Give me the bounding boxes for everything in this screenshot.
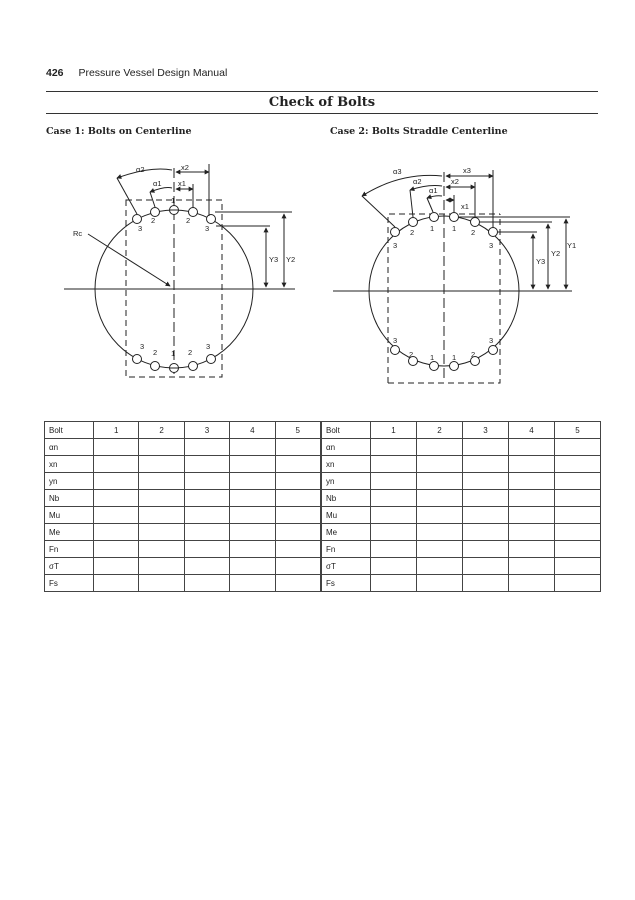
table-row xyxy=(322,558,601,575)
case1-bolt-number: 2 xyxy=(151,216,156,225)
row-label: Mu xyxy=(322,507,371,524)
case1-bolt xyxy=(151,362,160,371)
case2-alpha2-leader xyxy=(410,190,413,217)
table-header-cell: 5 xyxy=(555,422,601,439)
table-row xyxy=(45,524,321,541)
case2-bolt xyxy=(409,218,418,227)
case2-bolt xyxy=(391,228,400,237)
table-header-cell: 1 xyxy=(371,422,417,439)
case2-bolt-number: 2 xyxy=(409,350,414,359)
case1-bolt-number: 1 xyxy=(171,349,176,358)
case2-bolt-number: 3 xyxy=(489,336,494,345)
table-header-cell: 2 xyxy=(139,422,184,439)
case1-bolt-number: 3 xyxy=(205,224,210,233)
case1-bolt-number: 2 xyxy=(186,216,191,225)
case1-bolt-number: 3 xyxy=(206,342,211,351)
row-label: σT xyxy=(322,558,371,575)
table-header-cell: 3 xyxy=(463,422,509,439)
case2-bolt xyxy=(471,218,480,227)
table-row xyxy=(322,490,601,507)
table-header-row xyxy=(45,422,321,439)
row-label: Fn xyxy=(322,541,371,558)
table-row xyxy=(45,490,321,507)
row-label: Me xyxy=(322,524,371,541)
case1-bolt-table xyxy=(44,421,321,592)
row-label: Fs xyxy=(45,575,94,592)
row-label: σT xyxy=(45,558,94,575)
case1-bolt-number: 3 xyxy=(138,224,143,233)
case2-bolt-table xyxy=(321,421,601,592)
case2-labels xyxy=(393,166,576,362)
page-title: Check of Bolts xyxy=(268,95,376,110)
case2-bolt-number: 1 xyxy=(430,353,435,362)
table-row xyxy=(322,541,601,558)
row-label: xn xyxy=(322,456,371,473)
case1-bolt-number: 2 xyxy=(153,348,158,357)
case2-alpha3-leader xyxy=(362,196,395,227)
case1-bolt-number: 2 xyxy=(188,348,193,357)
case2-bolt xyxy=(391,346,400,355)
case1-bolt xyxy=(133,355,142,364)
case2-title: Case 2: Bolts Straddle Centerline xyxy=(330,126,508,137)
case2-bolt xyxy=(489,346,498,355)
bolt-diagrams xyxy=(0,0,635,420)
row-label: Fn xyxy=(45,541,94,558)
case2-y3-label: Y3 xyxy=(536,257,546,266)
table-row xyxy=(322,473,601,490)
case2-alpha3-label: α3 xyxy=(393,167,402,176)
case2-diagram xyxy=(333,170,572,383)
case2-bolt-number: 3 xyxy=(393,336,398,345)
case2-bolt-number: 2 xyxy=(471,228,476,237)
table-row xyxy=(322,575,601,592)
case2-bolt-number: 1 xyxy=(452,353,457,362)
case2-y2-label: Y2 xyxy=(551,249,561,258)
row-label: Mu xyxy=(45,507,94,524)
row-label: Fs xyxy=(322,575,371,592)
case1-bolt xyxy=(207,215,216,224)
book-title: Pressure Vessel Design Manual xyxy=(78,67,228,79)
table-row xyxy=(45,507,321,524)
case2-alpha1-leader xyxy=(427,198,433,212)
case1-alpha1-label: α1 xyxy=(153,179,162,188)
table-row xyxy=(322,507,601,524)
table-header-cell: 4 xyxy=(230,422,275,439)
case2-bolt xyxy=(450,213,459,222)
case2-alpha2-label: α2 xyxy=(413,177,422,186)
case2-bolt xyxy=(450,362,459,371)
case2-bolt xyxy=(430,362,439,371)
table-header-cell: 2 xyxy=(417,422,463,439)
case1-bolt xyxy=(207,355,216,364)
table-header-cell: 1 xyxy=(94,422,139,439)
table-header-cell: Bolt xyxy=(322,422,371,439)
case1-bolt-number: 3 xyxy=(140,342,145,351)
case1-alpha1-arc xyxy=(150,188,172,193)
case2-bolt-number: 1 xyxy=(452,224,457,233)
table-row xyxy=(45,558,321,575)
case2-bolt-number: 2 xyxy=(410,228,415,237)
table-row xyxy=(45,439,321,456)
row-label: yn xyxy=(322,473,371,490)
table-row xyxy=(322,439,601,456)
case2-x1-label: x1 xyxy=(461,202,469,211)
case2-bolt-number: 3 xyxy=(393,241,398,250)
case2-bolt xyxy=(430,213,439,222)
case1-diagram xyxy=(64,164,295,377)
row-label: Nb xyxy=(322,490,371,507)
case1-alpha2-label: α2 xyxy=(136,165,145,174)
case2-bolt-number: 2 xyxy=(471,350,476,359)
case2-alpha1-arc xyxy=(427,196,442,198)
case2-x3-label: x3 xyxy=(463,166,471,175)
table-header-cell: Bolt xyxy=(45,422,94,439)
case2-alpha1-label: α1 xyxy=(429,186,438,195)
case1-title: Case 1: Bolts on Centerline xyxy=(46,126,192,137)
table-header-cell: 4 xyxy=(509,422,555,439)
table-header-cell: 5 xyxy=(275,422,320,439)
table-row xyxy=(45,575,321,592)
case1-rc-label: Rc xyxy=(73,229,83,238)
case2-bolt-number: 3 xyxy=(489,241,494,250)
case1-labels xyxy=(73,163,295,358)
table-row xyxy=(322,524,601,541)
table-header-cell: 3 xyxy=(184,422,229,439)
case1-bolt xyxy=(189,362,198,371)
case1-alpha2-leader xyxy=(117,178,137,214)
case2-y1-label: Y1 xyxy=(567,241,577,250)
case1-x2-label: x2 xyxy=(181,163,189,172)
case2-bolt xyxy=(489,228,498,237)
row-label: Me xyxy=(45,524,94,541)
case1-y2-label: Y2 xyxy=(286,255,296,264)
case2-x2-label: x2 xyxy=(451,177,459,186)
case1-y3-label: Y3 xyxy=(269,255,279,264)
case2-bolt-number: 1 xyxy=(430,224,435,233)
case1-bolt-number: 1 xyxy=(171,196,176,205)
row-label: Nb xyxy=(45,490,94,507)
case1-bolt xyxy=(133,215,142,224)
table-header-row xyxy=(322,422,601,439)
table-row xyxy=(45,541,321,558)
row-label: αn xyxy=(45,439,94,456)
table-row xyxy=(45,473,321,490)
row-label: αn xyxy=(322,439,371,456)
page-number: 426 xyxy=(46,67,64,79)
row-label: xn xyxy=(45,456,94,473)
table-row xyxy=(322,456,601,473)
table-row xyxy=(45,456,321,473)
case1-x1-label: x1 xyxy=(178,179,186,188)
row-label: yn xyxy=(45,473,94,490)
